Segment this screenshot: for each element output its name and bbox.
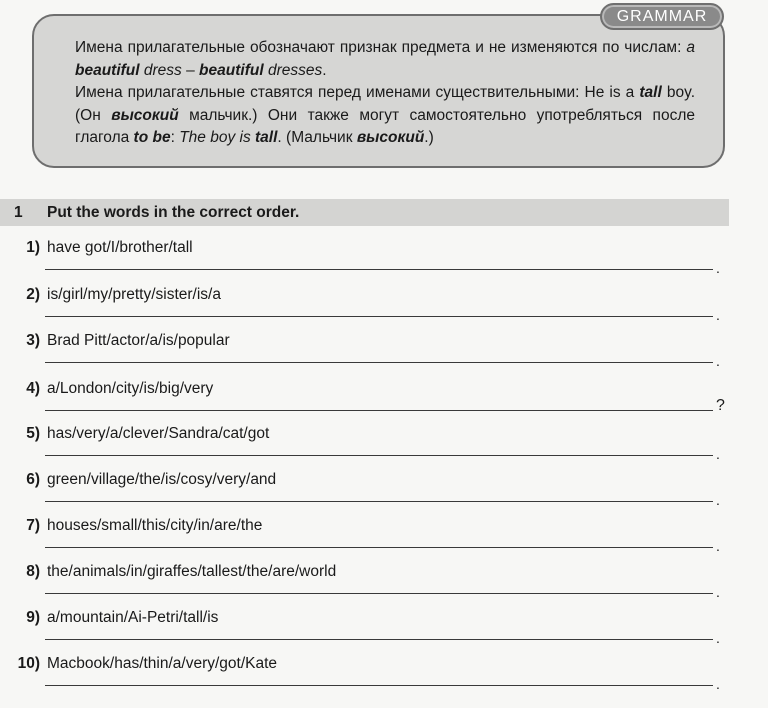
item-scrambled-words: houses/small/this/city/in/are/the: [47, 517, 263, 534]
rule-text-run: beautiful: [75, 61, 140, 79]
rule-text-run: boy. (Он: [75, 84, 695, 124]
exercise-item: [0, 239, 729, 283]
answer-line[interactable]: [45, 410, 713, 411]
rule-text-run: a: [686, 39, 695, 56]
item-number: 1): [26, 239, 40, 256]
item-end-punctuation: .: [716, 260, 720, 276]
item-end-punctuation: .: [716, 630, 720, 646]
item-scrambled-words: Macbook/has/thin/a/very/got/Kate: [47, 655, 278, 672]
exercise-item: [0, 563, 729, 607]
item-end-punctuation: .: [716, 584, 720, 600]
item-end-punctuation: .: [716, 307, 720, 323]
answer-line[interactable]: [45, 269, 713, 270]
grammar-rule-paragraph-1: [75, 37, 695, 82]
rule-text-run: tall: [255, 129, 278, 146]
grammar-rule-text: [75, 37, 695, 150]
item-number: 4): [26, 380, 40, 397]
exercise-header: [0, 199, 729, 226]
item-end-punctuation: .: [716, 353, 720, 369]
rule-text-run: :: [170, 129, 180, 146]
exercise-item: [0, 655, 729, 699]
rule-text-run: –: [181, 61, 200, 79]
item-scrambled-words: a/London/city/is/big/very: [47, 380, 214, 397]
answer-line[interactable]: [45, 362, 713, 363]
item-number: 6): [26, 471, 40, 488]
item-number: 2): [26, 286, 40, 303]
item-number: 5): [26, 425, 40, 442]
item-scrambled-words: Brad Pitt/actor/a/is/popular: [47, 332, 230, 349]
rule-text-run: . (Мальчик: [277, 129, 357, 146]
answer-line[interactable]: [45, 593, 713, 594]
rule-text-run: высокий: [356, 129, 425, 146]
exercise-item: [0, 517, 729, 561]
item-number: 8): [26, 563, 40, 580]
rule-text-run: Имена прилагательные обозначают признак предмета и не изменяются по числам:: [75, 39, 687, 56]
item-number: 3): [26, 332, 40, 349]
item-scrambled-words: the/animals/in/giraffes/tallest/the/are/world: [47, 563, 337, 580]
rule-text-run: dress: [139, 61, 182, 79]
item-scrambled-words: have got/I/brother/tall: [47, 239, 193, 256]
grammar-tag: GRAMMAR: [600, 3, 724, 30]
rule-text-run: The boy is: [179, 129, 256, 146]
item-end-punctuation: .: [716, 446, 720, 462]
rule-text-run: to be: [133, 129, 171, 146]
exercise-item: [0, 380, 729, 424]
rule-text-run: мальчик.) Они также могут самостоятельно употребляться после глагола: [75, 106, 695, 146]
answer-line[interactable]: [45, 547, 713, 548]
rule-text-run: dresses: [263, 61, 323, 79]
exercise-item: [0, 425, 729, 469]
item-end-punctuation: .: [716, 676, 720, 692]
rule-text-run: высокий: [111, 106, 179, 124]
exercise-number: 1: [14, 204, 23, 221]
exercise-title: Put the words in the correct order.: [47, 204, 300, 221]
answer-line[interactable]: [45, 316, 713, 317]
item-number: 10): [17, 655, 40, 672]
rule-text-run: .: [322, 61, 327, 79]
item-scrambled-words: has/very/a/clever/Sandra/cat/got: [47, 425, 270, 442]
item-number: 7): [26, 517, 40, 534]
item-end-punctuation: .: [716, 538, 720, 554]
item-end-punctuation: .: [716, 492, 720, 508]
item-end-punctuation: ?: [716, 397, 725, 414]
answer-line[interactable]: [45, 685, 713, 686]
item-number: 9): [26, 609, 40, 626]
rule-text-run: beautiful: [199, 61, 264, 79]
item-scrambled-words: green/village/the/is/cosy/very/and: [47, 471, 277, 488]
exercise-item: [0, 332, 729, 376]
exercise-item: [0, 471, 729, 515]
rule-text-run: tall: [639, 84, 662, 101]
rule-text-run: Имена прилагательные ставятся перед именами существительными: He is a: [75, 84, 640, 101]
answer-line[interactable]: [45, 501, 713, 502]
item-scrambled-words: is/girl/my/pretty/sister/is/a: [47, 286, 221, 303]
exercise-item: [0, 286, 729, 330]
item-scrambled-words: a/mountain/Ai-Petri/tall/is: [47, 609, 219, 626]
exercise-item: [0, 609, 729, 653]
rule-text-run: .): [424, 129, 434, 146]
answer-line[interactable]: [45, 639, 713, 640]
grammar-rule-paragraph-2: [75, 82, 695, 150]
answer-line[interactable]: [45, 455, 713, 456]
